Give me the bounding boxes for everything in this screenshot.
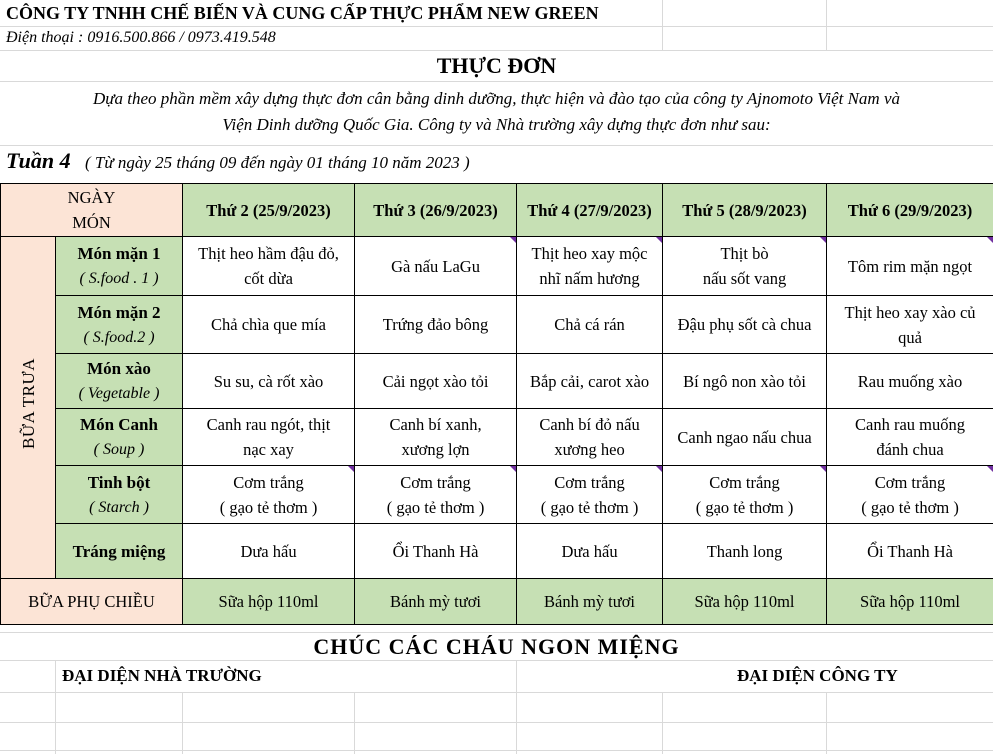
- snack-cell[interactable]: Sữa hộp 110ml: [827, 579, 993, 625]
- dish-text: Thịt heo xay mộc: [531, 244, 648, 263]
- dish-text: quả: [898, 327, 922, 347]
- dish-text: ( gạo tẻ thơm ): [861, 497, 959, 517]
- day-header: Thứ 6 (29/9/2023): [827, 184, 993, 237]
- dish-text: nấu sốt vang: [702, 269, 787, 288]
- category-name: Món xào: [87, 359, 151, 378]
- dish-cell[interactable]: [183, 466, 355, 524]
- dish-text: Ổi Thanh Hà: [867, 541, 953, 561]
- day-header: Thứ 5 (28/9/2023): [663, 184, 827, 237]
- day-header: Thứ 4 (27/9/2023): [517, 184, 663, 237]
- comment-indicator-icon[interactable]: [987, 466, 993, 472]
- school-representative: ĐẠI DIỆN NHÀ TRƯỜNG: [62, 666, 262, 685]
- dish-text: ( gạo tẻ thơm ): [540, 497, 639, 517]
- dish-cell[interactable]: [355, 296, 517, 354]
- dish-text: Cơm trắng: [233, 472, 304, 492]
- dish-text: Thịt heo xay xào củ: [844, 302, 976, 322]
- comment-indicator-icon[interactable]: [510, 237, 516, 243]
- dish-cell[interactable]: [355, 466, 517, 524]
- snack-cell[interactable]: Sữa hộp 110ml: [663, 579, 827, 625]
- phone-numbers: Điện thoại : 0916.500.866 / 0973.419.548: [6, 29, 276, 46]
- category-name: Món mặn 1: [77, 244, 161, 263]
- dish-cell[interactable]: [663, 296, 827, 354]
- dish-cell[interactable]: [827, 296, 993, 354]
- dish-text: Rau muống xào: [857, 371, 963, 391]
- dish-cell[interactable]: [517, 524, 663, 579]
- comment-indicator-icon[interactable]: [820, 237, 826, 243]
- dish-cell[interactable]: [517, 409, 663, 466]
- dish-text: Gà nấu LaGu: [391, 256, 480, 276]
- dish-cell[interactable]: [183, 354, 355, 409]
- dish-cell[interactable]: [355, 524, 517, 579]
- dish-text: Canh bí xanh,: [389, 415, 482, 434]
- category-cell: [56, 237, 183, 296]
- category-name: Tinh bột: [87, 472, 151, 492]
- day-header: Thứ 2 (25/9/2023): [183, 184, 355, 237]
- corner-dish-label: MÓN: [72, 213, 111, 232]
- dish-cell[interactable]: [517, 354, 663, 409]
- dish-text: nạc xay: [243, 440, 294, 459]
- dish-text: nhĩ nấm hương: [539, 269, 640, 288]
- company-name: CÔNG TY TNHH CHẾ BIẾN VÀ CUNG CẤP THỰC PHẨM NEW GREEN: [6, 3, 599, 23]
- dish-text: ( gạo tẻ thơm ): [386, 497, 485, 517]
- category-english: ( Vegetable ): [78, 385, 160, 402]
- category-english: ( S.food.2 ): [83, 328, 155, 346]
- dish-cell[interactable]: [183, 409, 355, 466]
- category-cell: [56, 354, 183, 409]
- dish-cell[interactable]: [663, 409, 827, 466]
- category-english: ( Starch ): [89, 498, 149, 516]
- corner-day-label: NGÀY: [67, 188, 116, 207]
- menu-row: [1, 296, 993, 354]
- dish-text: ( gạo tẻ thơm ): [695, 497, 794, 517]
- dish-cell[interactable]: [517, 296, 663, 354]
- category-name: Tráng miệng: [72, 541, 166, 561]
- dish-text: đánh chua: [876, 440, 944, 459]
- dish-text: Cơm trắng: [554, 472, 625, 492]
- snack-row: [1, 579, 993, 625]
- dish-cell[interactable]: [827, 354, 993, 409]
- lunch-label-cell: [1, 237, 56, 579]
- snack-cell[interactable]: Sữa hộp 110ml: [183, 579, 355, 625]
- dish-text: Cơm trắng: [400, 472, 471, 492]
- dish-cell[interactable]: [355, 354, 517, 409]
- menu-row: [1, 524, 993, 579]
- dish-text: Đậu phụ sốt cà chua: [677, 315, 812, 334]
- dish-cell[interactable]: [827, 409, 993, 466]
- dish-text: ( gạo tẻ thơm ): [219, 497, 318, 517]
- dish-text: Cơm trắng: [874, 472, 946, 492]
- comment-indicator-icon[interactable]: [348, 466, 354, 472]
- category-cell: [56, 296, 183, 354]
- category-name: Món mặn 2: [77, 302, 161, 322]
- dish-cell[interactable]: [517, 237, 663, 296]
- category-cell: [56, 466, 183, 524]
- dish-text: Tôm rim mặn ngọt: [847, 256, 973, 276]
- dish-text: Dưa hấu: [561, 541, 618, 561]
- snack-label: BỮA PHỤ CHIỀU: [1, 579, 183, 625]
- dish-cell[interactable]: [827, 524, 993, 579]
- dish-cell[interactable]: [517, 466, 663, 524]
- dish-cell[interactable]: [663, 354, 827, 409]
- closing-message: CHÚC CÁC CHÁU NGON MIỆNG: [313, 634, 680, 659]
- menu-table: [0, 183, 993, 625]
- comment-indicator-icon[interactable]: [656, 237, 662, 243]
- dish-cell[interactable]: [355, 237, 517, 296]
- dish-text: Thịt heo hầm đậu đỏ,: [198, 244, 339, 263]
- dish-text: Bí ngô non xào tỏi: [683, 371, 806, 391]
- week-label: Tuần 4: [6, 148, 71, 173]
- dish-cell[interactable]: [663, 466, 827, 524]
- menu-row: [1, 466, 993, 524]
- category-name: Món Canh: [80, 415, 158, 434]
- snack-cell[interactable]: Bánh mỳ tươi: [355, 579, 517, 625]
- dish-cell[interactable]: [827, 237, 993, 296]
- dish-text: Thanh long: [706, 541, 783, 561]
- dish-cell[interactable]: [183, 296, 355, 354]
- dish-text: Thịt bò: [720, 244, 769, 263]
- intro-line-1: Dựa theo phần mềm xây dựng thực đơn cân bằng dinh dưỡng, thực hiện và đào tạo của công ty Ajnomoto Việt Nam và: [92, 89, 901, 108]
- comment-indicator-icon[interactable]: [820, 466, 826, 472]
- dish-text: xương lợn: [401, 440, 470, 459]
- menu-row: [1, 409, 993, 466]
- dish-cell[interactable]: [355, 409, 517, 466]
- day-header: Thứ 3 (26/9/2023): [355, 184, 517, 237]
- page-title: THỰC ĐƠN: [436, 53, 557, 78]
- week-date-range: ( Từ ngày 25 tháng 09 đến ngày 01 tháng 10 năm 2023 ): [85, 153, 470, 172]
- menu-row: [1, 354, 993, 409]
- dish-text: Chả cá rán: [554, 315, 625, 334]
- snack-cell[interactable]: Bánh mỳ tươi: [517, 579, 663, 625]
- dish-text: cốt dừa: [244, 269, 293, 288]
- header-row: [1, 184, 993, 237]
- dish-cell[interactable]: [663, 524, 827, 579]
- dish-cell[interactable]: [827, 466, 993, 524]
- dish-text: Trứng đảo bông: [382, 315, 489, 334]
- dish-text: Bắp cải, carot xào: [529, 371, 650, 391]
- dish-text: Cơm trắng: [709, 472, 780, 492]
- category-english: ( S.food . 1 ): [79, 270, 159, 287]
- category-english: ( Soup ): [93, 441, 145, 458]
- company-representative: ĐẠI DIỆN CÔNG TY: [737, 666, 898, 685]
- category-cell: [56, 524, 183, 579]
- dish-cell[interactable]: [183, 524, 355, 579]
- dish-text: xương heo: [554, 440, 625, 459]
- dish-text: Chả chìa que mía: [211, 315, 327, 334]
- intro-line-2: Viện Dinh dưỡng Quốc Gia. Công ty và Nhà trường xây dựng thực đơn như sau:: [222, 115, 771, 134]
- comment-indicator-icon[interactable]: [987, 237, 993, 243]
- dish-text: Canh bí đỏ nấu: [539, 415, 640, 434]
- dish-text: Canh ngao nấu chua: [677, 427, 812, 447]
- dish-text: Canh rau muống: [855, 415, 965, 434]
- menu-row: [1, 237, 993, 296]
- comment-indicator-icon[interactable]: [510, 466, 516, 472]
- dish-cell[interactable]: [183, 237, 355, 296]
- category-cell: [56, 409, 183, 466]
- dish-text: Canh rau ngót, thịt: [206, 415, 331, 434]
- lunch-label: BỮA TRƯA: [18, 358, 38, 450]
- dish-text: Dưa hấu: [240, 541, 297, 561]
- dish-text: Su su, cà rốt xào: [213, 371, 324, 391]
- dish-text: Ổi Thanh Hà: [392, 541, 479, 561]
- dish-text: Cải ngọt xào tỏi: [382, 371, 489, 391]
- corner-cell: [1, 184, 183, 237]
- dish-cell[interactable]: [663, 237, 827, 296]
- comment-indicator-icon[interactable]: [656, 466, 662, 472]
